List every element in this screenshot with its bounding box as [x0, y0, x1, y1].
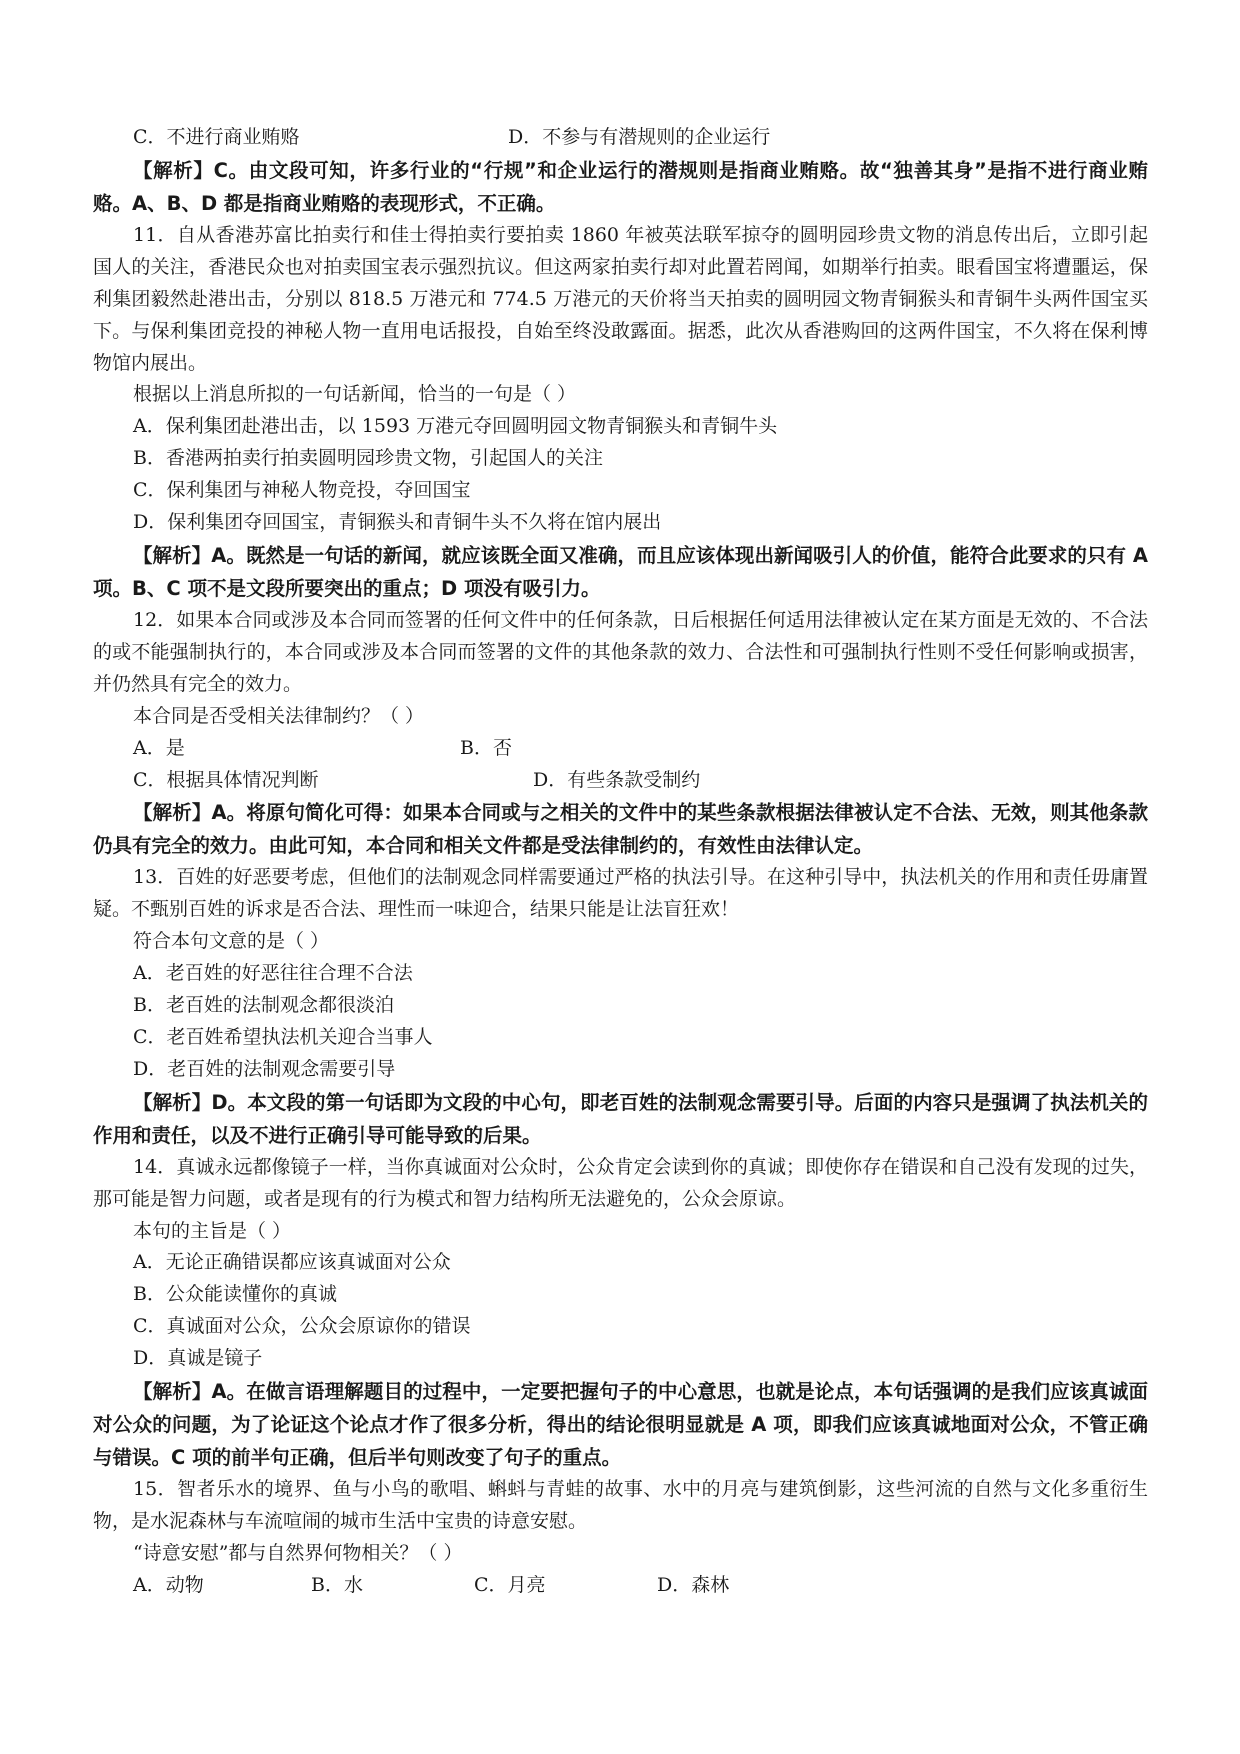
- answer-option: D．老百姓的法制观念需要引导: [133, 1057, 396, 1080]
- answer-option: B．老百姓的法制观念都很淡泊: [133, 994, 394, 1017]
- answer-option: B．水: [311, 1573, 363, 1596]
- analysis-label: 【解析】: [133, 158, 214, 182]
- answer-option-row: [93, 733, 1148, 765]
- answer-option: C．月亮: [474, 1573, 546, 1596]
- analysis-text: A。在做言语理解题目的过程中，一定要把握句子的中心意思，也就是论点，本句话强调的是我们应该真诚面对公众的问题，为了论证这个论点才作了很多分析，得出的结论很明显就是 A 项，即我们应该真诚地面对公众，不管正确与错误。C 项的前半句正确，但后半句则改变了句子的重点。: [93, 1380, 1148, 1470]
- answer-option: A．保利集团赴港出击，以 1593 万港元夺回圆明园文物青铜猴头和青铜牛头: [133, 415, 778, 438]
- answer-analysis: [93, 539, 1148, 605]
- answer-option: B．公众能读懂你的真诚: [133, 1283, 337, 1306]
- answer-option-row: [93, 122, 1148, 154]
- answer-option: B．香港两拍卖行拍卖圆明园珍贵文物，引起国人的关注: [133, 447, 603, 470]
- answer-option: C．真诚面对公众，公众会原谅你的错误: [133, 1315, 471, 1338]
- question-text: 本句的主旨是（ ）: [133, 1219, 292, 1242]
- answer-option: A．无论正确错误都应该真诚面对公众: [133, 1251, 451, 1274]
- answer-analysis: [93, 1375, 1148, 1474]
- document-page: [93, 122, 1148, 1602]
- analysis-label: 【解析】: [133, 543, 212, 567]
- analysis-text: A。将原句简化可得：如果本合同或与之相关的文件中的某些条款根据法律被认定不合法、无效，则其他条款仍具有完全的效力。由此可知，本合同和相关文件都是受法律制约的，有效性由法律认定。: [93, 801, 1148, 858]
- answer-option-row: [93, 1570, 1148, 1602]
- answer-option: D．有些条款受制约: [533, 768, 701, 791]
- analysis-label: 【解析】: [133, 1380, 212, 1404]
- question-text: 15．智者乐水的境界、鱼与小鸟的歌唱、蝌蚪与青蛙的故事、水中的月亮与建筑倒影，这些河流的自然与文化多重衍生物，是水泥森林与车流喧闹的城市生活中宝贵的诗意安慰。: [93, 1478, 1148, 1532]
- question-text: 12．如果本合同或涉及本合同而签署的任何文件中的任何条款，日后根据任何适用法律被认定在某方面是无效的、不合法的或不能强制执行的，本合同或涉及本合同而签署的文件的其他条款的效力、合法性和可强制执行性则不受任何影响或损害，并仍然具有完全的效力。: [93, 608, 1148, 695]
- question-text: “诗意安慰”都与自然界何物相关？（ ）: [133, 1541, 463, 1564]
- answer-option: D．不参与有潜规则的企业运行: [508, 126, 771, 148]
- analysis-label: 【解析】: [133, 801, 212, 825]
- answer-analysis: [93, 796, 1148, 862]
- analysis-text: D。本文段的第一句话即为文段的中心句，即老百姓的法制观念需要引导。后面的内容只是强调了执法机关的作用和责任，以及不进行正确引导可能导致的后果。: [93, 1090, 1148, 1147]
- analysis-text: C。由文段可知，许多行业的“行规”和企业运行的潜规则是指商业贿赂。故“独善其身”是指不进行商业贿赂。A、B、D 都是指商业贿赂的表现形式，不正确。: [93, 158, 1148, 215]
- answer-option: C．不进行商业贿赂: [133, 126, 300, 148]
- answer-option: A．老百姓的好恶往往合理不合法: [133, 962, 413, 985]
- question-text: 符合本句文意的是（ ）: [133, 930, 330, 953]
- question-text: 14．真诚永远都像镜子一样，当你真诚面对公众时，公众肯定会读到你的真诚；即使你存在错误和自己没有发现的过失，那可能是智力问题，或者是现有的行为模式和智力结构所无法避免的，公众会原谅。: [93, 1155, 1148, 1210]
- analysis-label: 【解析】: [133, 1090, 212, 1114]
- question-text: 11．自从香港苏富比拍卖行和佳士得拍卖行要拍卖 1860 年被英法联军掠夺的圆明园珍贵文物的消息传出后，立即引起国人的关注，香港民众也对拍卖国宝表示强烈抗议。但这两家拍卖行却对此置若罔闻，如期举行拍卖。眼看国宝将遭噩运，保利集团毅然赴港出击，分别以 818.5 万港元和 774.5 万港元的天价将当天拍卖的圆明园文物青铜猴头和青铜牛头两件国宝买下。与保利集团竞投的神秘人物一直用电话报投，自始至终没敢露面。据悉，此次从香港购回的这两件国宝，不久将在保利博物馆内展出。: [93, 223, 1148, 374]
- question-text: 根据以上消息所拟的一句话新闻，恰当的一句是（ ）: [133, 383, 577, 406]
- question-text: 本合同是否受相关法律制约？（ ）: [133, 704, 425, 727]
- answer-option: C．老百姓希望执法机关迎合当事人: [133, 1025, 433, 1048]
- answer-option: B．否: [460, 736, 512, 759]
- answer-analysis: [93, 1086, 1148, 1152]
- answer-option: A．是: [133, 736, 185, 759]
- answer-analysis: [93, 154, 1148, 220]
- answer-option: C．根据具体情况判断: [133, 768, 319, 791]
- answer-option: A．动物: [133, 1573, 204, 1596]
- answer-option: D．真诚是镜子: [133, 1347, 263, 1370]
- answer-option: D．保利集团夺回国宝，青铜猴头和青铜牛头不久将在馆内展出: [133, 511, 662, 534]
- answer-option: C．保利集团与神秘人物竞投，夺回国宝: [133, 479, 471, 502]
- analysis-text: A。既然是一句话的新闻，就应该既全面又准确，而且应该体现出新闻吸引人的价值，能符合此要求的只有 A 项。B、C 项不是文段所要突出的重点；D 项没有吸引力。: [93, 543, 1148, 600]
- answer-option-row: [93, 765, 1148, 797]
- answer-option: D．森林: [657, 1573, 730, 1596]
- question-text: 13．百姓的好恶要考虑，但他们的法制观念同样需要通过严格的执法引导。在这种引导中，执法机关的作用和责任毋庸置疑。不甄别百姓的诉求是否合法、理性而一味迎合，结果只能是让法盲狂欢！: [93, 866, 1148, 921]
